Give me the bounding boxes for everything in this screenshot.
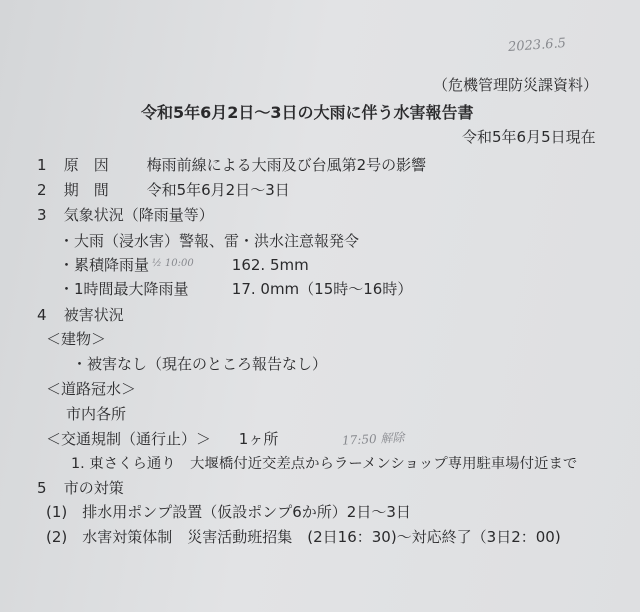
rain-max-row [59,280,412,298]
section-3-number: 3 [37,206,47,224]
road-flooding-heading: ＜道路冠水＞ [46,380,137,398]
section-2-label: 期 間 [63,181,109,199]
handwritten-rain-note: ½ 10:00 [152,258,194,269]
rain-max-label: ・1時間最大降雨量 [59,280,189,298]
section-2 [37,181,290,199]
as-of-date: 令和5年6月5日現在 [462,128,596,146]
section-5-number: 5 [37,479,47,497]
section-4-heading [37,306,124,324]
section-1-value: 梅雨前線による大雨及び台風第2号の影響 [146,156,427,174]
section-3-heading [37,206,214,224]
section-4-label: 被害状況 [63,306,124,324]
measure-item-1: (1) 排水用ポンプ設置（仮設ポンプ6か所）2日～3日 [46,503,411,521]
handwritten-date: 2023.6.5 [507,35,567,56]
report-title: 令和5年6月2日～3日の大雨に伴う水害報告書 [141,103,474,122]
traffic-heading: ＜交通規制（通行止）＞ [46,430,212,448]
section-3-label: 気象状況（降雨量等） [63,206,214,224]
traffic-row [46,430,278,448]
rain-total-value: 162. 5mm [231,256,309,274]
section-5-label: 市の対策 [63,479,124,497]
traffic-item: 1. 東さくら通り 大堰橋付近交差点からラーメンショップ専用駐車場付近まで [71,456,578,472]
rain-max-value: 17. 0mm（15時～16時） [231,280,413,298]
traffic-count: 1ヶ所 [238,430,279,448]
section-2-value: 令和5年6月2日～3日 [146,181,290,199]
section-2-number: 2 [37,181,47,199]
measure-item-2: (2) 水害対策体制 災害活動班招集 (2日16：30)～対応終了（3日2：00) [46,528,561,546]
section-4-number: 4 [37,306,47,324]
section-1-label: 原 因 [63,156,109,174]
section-1 [37,156,426,174]
road-flooding-value: 市内各所 [66,405,127,423]
department-label: （危機管理防災課資料） [433,76,599,94]
section-5-heading [37,479,124,497]
rain-total-label: ・累積降雨量 [59,256,150,274]
building-heading: ＜建物＞ [46,330,107,348]
handwritten-time-note: 17:50 解除 [341,430,405,448]
weather-warning: ・大雨（浸水害）警報、雷・洪水注意報発令 [59,232,360,250]
building-status: ・被害なし（現在のところ報告なし） [72,355,328,373]
section-1-number: 1 [37,156,47,174]
